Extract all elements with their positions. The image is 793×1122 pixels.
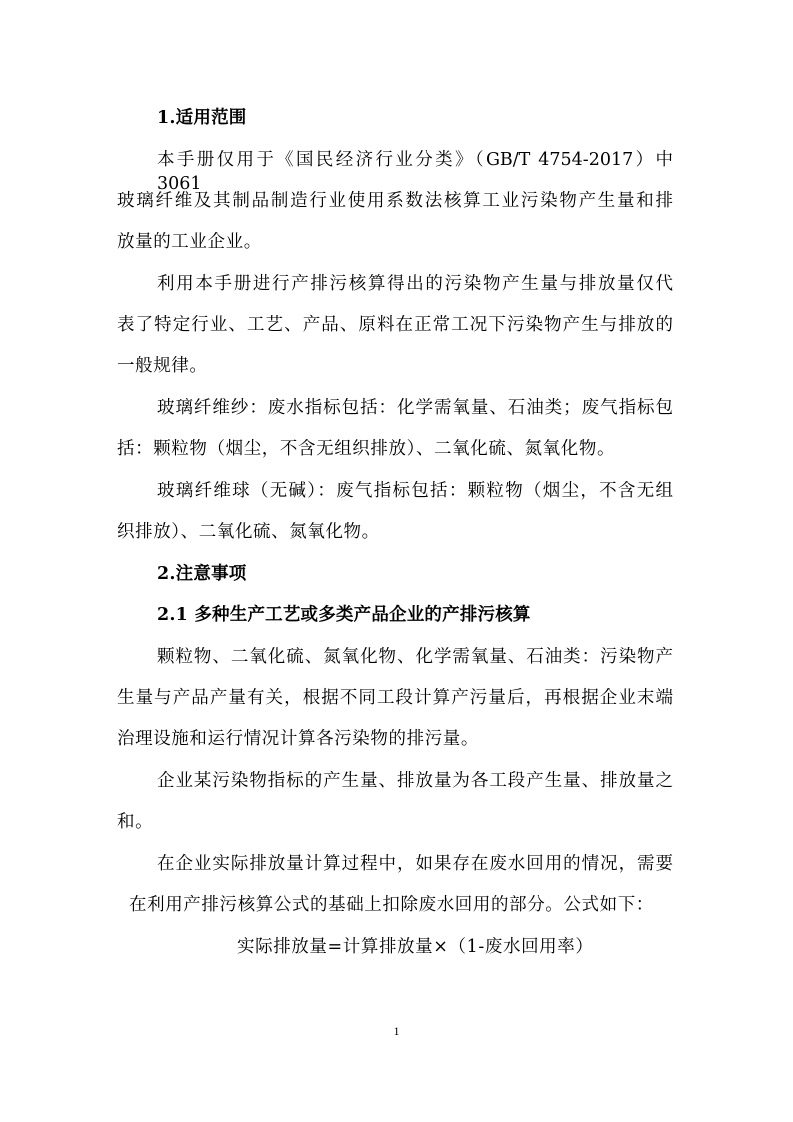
page-number: 1 — [393, 1024, 400, 1038]
section-1-para-1-line-2: 玻璃纤维及其制品制造行业使用系数法核算工业污染物产生量和排 — [117, 191, 673, 211]
section-1-para-2-line-1: 利用本手册进行产排污核算得出的污染物产生量与排放量仅代 — [157, 274, 673, 294]
section-1-para-2-line-2: 表了特定行业、工艺、产品、原料在正常工况下污染物产生与排放的 — [117, 315, 673, 335]
section-1-heading: 1.适用范围 — [157, 108, 247, 128]
section-2-para-3-line-1: 在企业实际排放量计算过程中，如果存在废水回用的情况，需要 — [157, 854, 673, 874]
section-1-para-3-line-1: 玻璃纤维纱：废水指标包括：化学需氧量、石油类；废气指标包 — [157, 398, 673, 418]
section-2-heading: 2.注意事项 — [157, 564, 247, 584]
section-2-para-2-line-1: 企业某污染物指标的产生量、排放量为各工段产生量、排放量之 — [157, 771, 673, 791]
section-1-para-4-line-1: 玻璃纤维球（无碱）：废气指标包括：颗粒物（烟尘，不含无组 — [157, 481, 673, 501]
section-2-1-subheading: 2.1 多种生产工艺或多类产品企业的产排污核算 — [157, 605, 531, 625]
section-2-para-3-line-2: 在利用产排污核算公式的基础上扣除废水回用的部分。公式如下： — [129, 895, 654, 915]
formula: 实际排放量=计算排放量×（1-废水回用率） — [237, 937, 594, 957]
section-2-para-2-line-2: 和。 — [117, 812, 154, 832]
section-1-para-1-line-3: 放量的工业企业。 — [117, 232, 262, 252]
section-2-para-1-line-1: 颗粒物、二氧化硫、氮氧化物、化学需氧量、石油类：污染物产 — [157, 647, 673, 667]
section-1-para-2-line-3: 一般规律。 — [117, 356, 208, 376]
section-2-para-1-line-2: 生量与产品产量有关，根据不同工段计算产污量后，再根据企业末端 — [117, 688, 673, 708]
section-2-para-1-line-3: 治理设施和运行情况计算各污染物的排污量。 — [117, 729, 479, 749]
section-1-para-4-line-2: 织排放）、二氧化硫、氮氧化物。 — [117, 522, 380, 542]
section-1-para-1-line-1: 本手册仅用于《国民经济行业分类》（GB/T 4754-2017）中 3061 — [157, 150, 673, 194]
section-1-para-3-line-2: 括：颗粒物（烟尘，不含无组织排放）、二氧化硫、氮氧化物。 — [117, 439, 616, 459]
